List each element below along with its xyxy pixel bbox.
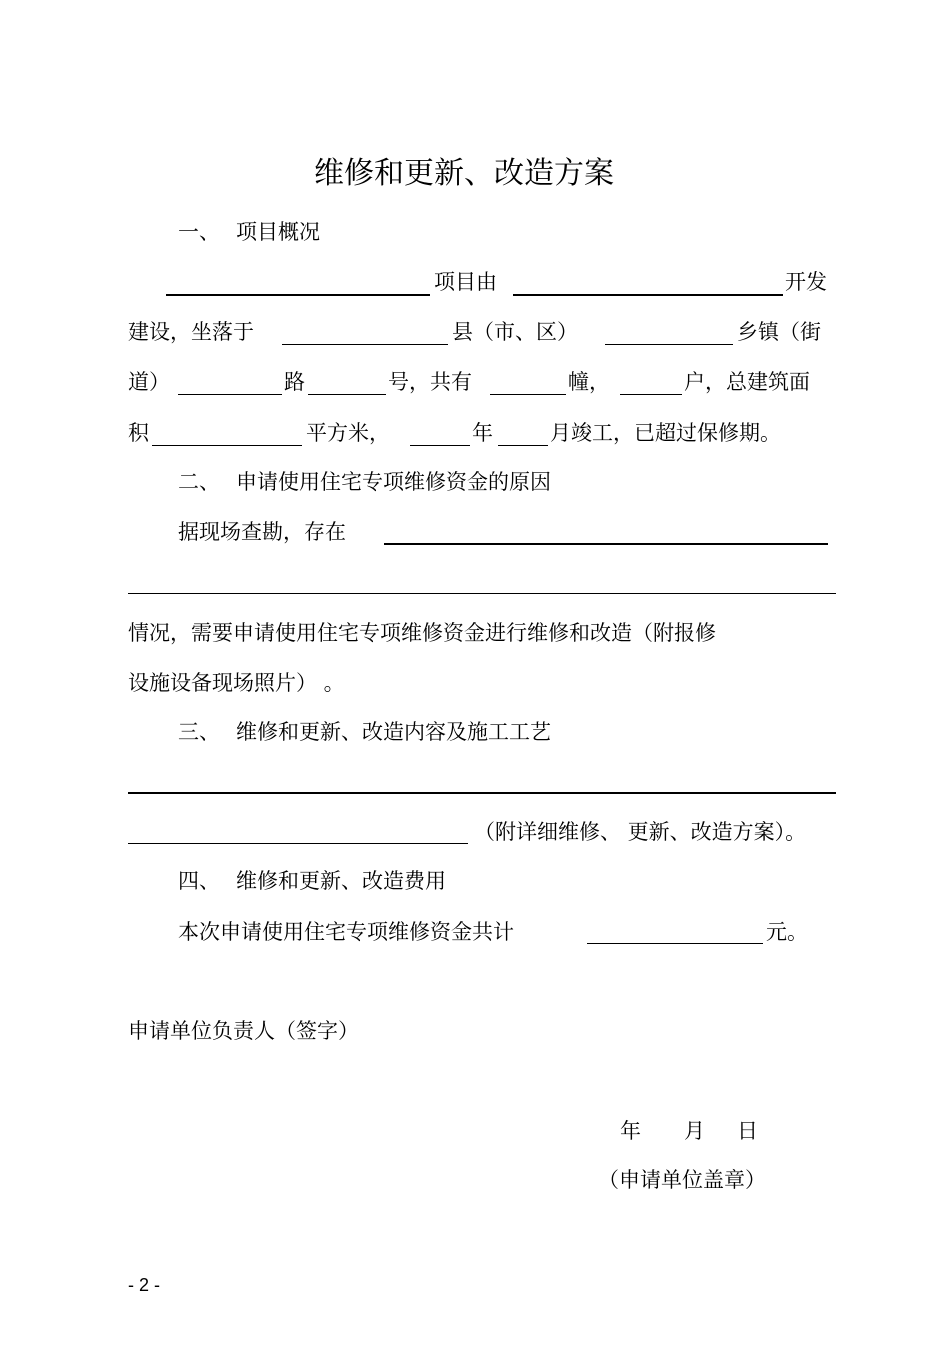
s1-text-street: 道）: [128, 370, 170, 394]
blank-issue-line1[interactable]: [384, 543, 828, 545]
s1-text-households: 户，总建筑面: [684, 370, 810, 394]
blank-year[interactable]: [410, 445, 470, 446]
blank-households[interactable]: [620, 394, 682, 395]
section3-number: 三、: [178, 720, 220, 744]
s1-text-year: 年: [472, 421, 493, 445]
blank-area[interactable]: [152, 445, 302, 446]
blank-town[interactable]: [605, 344, 733, 345]
blank-month[interactable]: [498, 445, 548, 446]
s4-text-yuan: 元。: [766, 920, 808, 944]
s1-text-located: 建设，坐落于: [128, 320, 254, 344]
s1-text-buildings: 幢，: [568, 370, 610, 394]
s1-text-county: 县（市、区）: [452, 320, 578, 344]
s2-text-inspection: 据现场查勘，存在: [178, 520, 346, 544]
seal-note: （申请单位盖章）: [598, 1168, 766, 1192]
section1-number: 一、: [178, 220, 220, 244]
section4-heading: 维修和更新、改造费用: [236, 869, 446, 893]
s1-text-road: 路: [284, 370, 305, 394]
blank-content-line1[interactable]: [128, 792, 836, 794]
blank-developer[interactable]: [513, 294, 783, 296]
blank-county[interactable]: [282, 344, 448, 345]
s3-text-attached-plan: （附详细维修、 更新、改造方案）。: [474, 820, 807, 844]
s1-text-town: 乡镇（街: [737, 320, 821, 344]
date-day: 日: [737, 1119, 758, 1143]
signature-label: 申请单位负责人（签字）: [128, 1019, 359, 1043]
s2-text-need: 情况，需要申请使用住宅专项维修资金进行维修和改造（附报修: [128, 621, 716, 645]
s1-text-project-by: 项目由: [434, 270, 497, 294]
blank-buildings[interactable]: [490, 394, 566, 395]
blank-road[interactable]: [178, 394, 282, 395]
section3-heading: 维修和更新、改造内容及施工工艺: [236, 720, 551, 744]
s4-text-total: 本次申请使用住宅专项维修资金共计: [178, 920, 514, 944]
s1-text-sqm: 平方米，: [306, 421, 390, 445]
blank-project-name[interactable]: [166, 294, 430, 296]
blank-number[interactable]: [308, 394, 386, 395]
date-year: 年: [620, 1119, 641, 1143]
blank-issue-line2[interactable]: [128, 593, 836, 594]
s1-text-number: 号，共有: [388, 370, 472, 394]
s1-text-completed: 月竣工，已超过保修期。: [550, 421, 781, 445]
blank-content-line2[interactable]: [128, 843, 468, 844]
s2-text-photos: 设施设备现场照片） 。: [128, 671, 345, 695]
document-title: 维修和更新、改造方案: [314, 156, 614, 191]
section1-heading: 项目概况: [236, 220, 320, 244]
section2-number: 二、: [178, 470, 220, 494]
section4-number: 四、: [178, 869, 220, 893]
blank-amount[interactable]: [587, 943, 763, 944]
page-number: - 2 -: [128, 1275, 161, 1295]
section2-heading: 申请使用住宅专项维修资金的原因: [236, 470, 551, 494]
s1-text-area: 积: [128, 421, 149, 445]
date-month: 月: [684, 1119, 705, 1143]
s1-text-develop: 开发: [785, 270, 827, 294]
